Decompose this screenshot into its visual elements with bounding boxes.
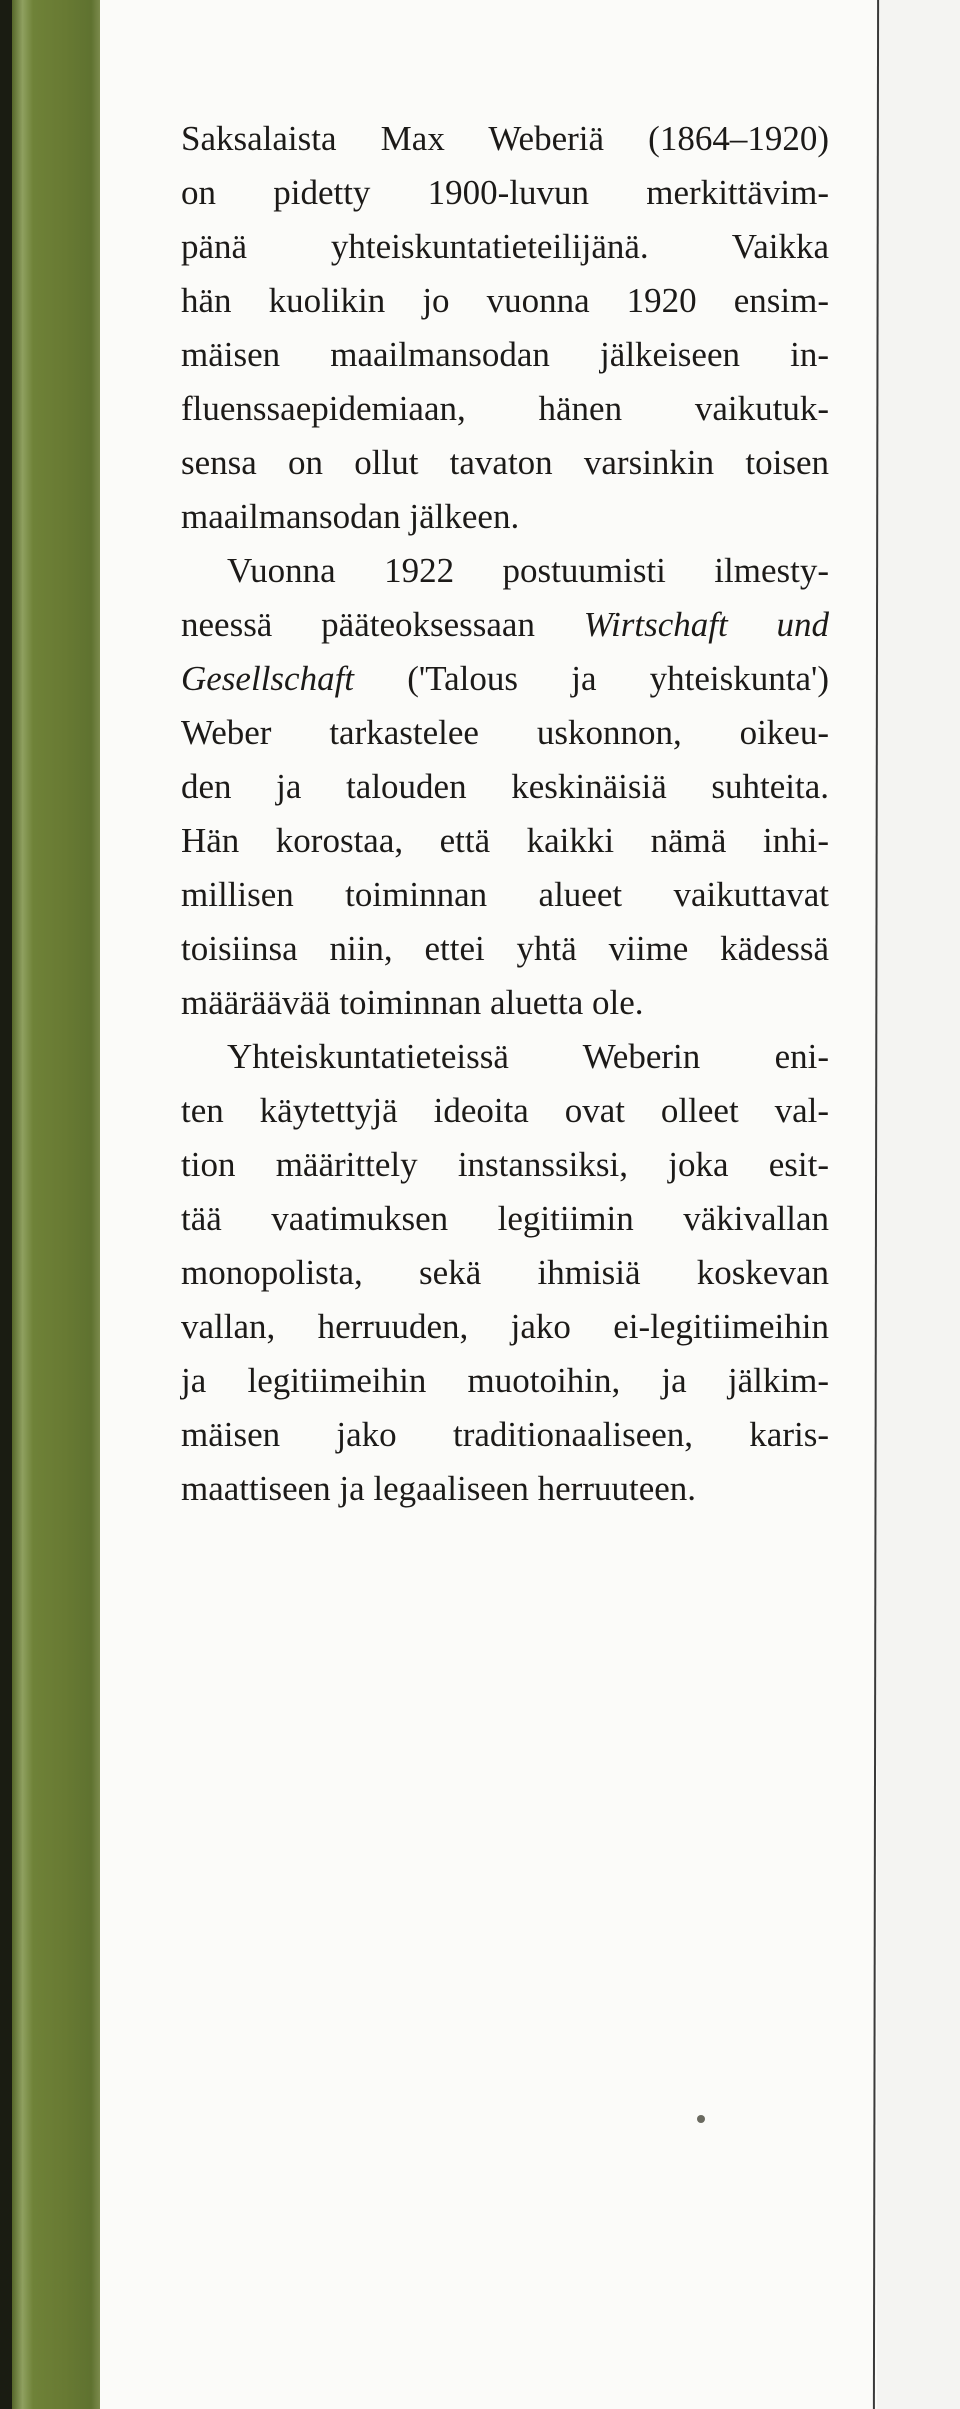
- text-segment: fluenssaepidemiaan, hänen vaikutuk-: [181, 389, 829, 428]
- text-line: [181, 1138, 829, 1192]
- book-edge-shadow: [0, 0, 12, 2409]
- text-segment: toisiinsa niin, ettei yhtä viime kädessä: [181, 929, 829, 968]
- text-segment: Vuonna 1922 postuumisti ilmesty-: [227, 551, 829, 590]
- text-segment: maattiseen ja legaaliseen herruuteen.: [181, 1469, 697, 1508]
- italic-title: Gesellschaft: [181, 659, 355, 698]
- paragraph-3: [181, 1030, 829, 1516]
- text-line: [181, 1354, 829, 1408]
- text-line: [181, 112, 829, 166]
- text-segment: mäisen maailmansodan jälkeiseen in-: [181, 335, 829, 374]
- text-line: [181, 922, 829, 976]
- text-line: [181, 274, 829, 328]
- paragraph-2: [181, 544, 829, 1030]
- text-line: [181, 706, 829, 760]
- text-line: [181, 868, 829, 922]
- text-line: [181, 382, 829, 436]
- text-line: [181, 1246, 829, 1300]
- text-segment: ('Talous ja yhteiskunta'): [354, 659, 829, 698]
- text-segment: pänä yhteiskuntatieteilijänä. Vaikka: [181, 227, 829, 266]
- text-line: [181, 328, 829, 382]
- back-cover-text: [181, 112, 829, 1516]
- text-line: [181, 166, 829, 220]
- text-line: [181, 490, 829, 544]
- text-line: [181, 652, 829, 706]
- text-segment: tää vaatimuksen legitiimin väkivallan: [181, 1199, 829, 1238]
- paragraph-1: [181, 112, 829, 544]
- ink-speck: [697, 2115, 705, 2123]
- text-line: [181, 1462, 829, 1516]
- text-line: [181, 814, 829, 868]
- italic-title: Wirtschaft und: [583, 605, 829, 644]
- text-line: [181, 1084, 829, 1138]
- text-line: [181, 436, 829, 490]
- text-line: [181, 220, 829, 274]
- text-segment: millisen toiminnan alueet vaikuttavat: [181, 875, 829, 914]
- text-line: [181, 1300, 829, 1354]
- text-segment: tion määrittely instanssiksi, joka esit-: [181, 1145, 829, 1184]
- text-segment: ja legitiimeihin muotoihin, ja jälkim-: [181, 1361, 829, 1400]
- green-spine-strip: [12, 0, 100, 2409]
- text-line: [181, 544, 829, 598]
- text-line: [181, 1408, 829, 1462]
- text-segment: ten käytettyjä ideoita ovat olleet val-: [181, 1091, 829, 1130]
- text-segment: Hän korostaa, että kaikki nämä inhi-: [181, 821, 829, 860]
- text-segment: neessä pääteoksessaan: [181, 605, 584, 644]
- text-segment: määräävää toiminnan aluetta ole.: [181, 983, 644, 1022]
- text-segment: maailmansodan jälkeen.: [181, 497, 520, 536]
- text-segment: vallan, herruuden, jako ei-legitiimeihin: [181, 1307, 829, 1346]
- text-segment: Saksalaista Max Weberiä (1864–1920): [181, 119, 829, 158]
- text-segment: monopolista, sekä ihmisiä koskevan: [181, 1253, 829, 1292]
- text-segment: den ja talouden keskinäisiä suhteita.: [181, 767, 829, 806]
- text-segment: mäisen jako traditionaaliseen, karis-: [181, 1415, 829, 1454]
- right-margin: [877, 0, 960, 2409]
- text-segment: Yhteiskuntatieteissä Weberin eni-: [227, 1037, 829, 1076]
- text-segment: sensa on ollut tavaton varsinkin toisen: [181, 443, 829, 482]
- text-line: [181, 1030, 829, 1084]
- text-line: [181, 1192, 829, 1246]
- text-segment: on pidetty 1900-luvun merkittävim-: [181, 173, 829, 212]
- text-segment: hän kuolikin jo vuonna 1920 ensim-: [181, 281, 829, 320]
- text-line: [181, 976, 829, 1030]
- text-line: [181, 760, 829, 814]
- text-segment: Weber tarkastelee uskonnon, oikeu-: [181, 713, 829, 752]
- text-line: [181, 598, 829, 652]
